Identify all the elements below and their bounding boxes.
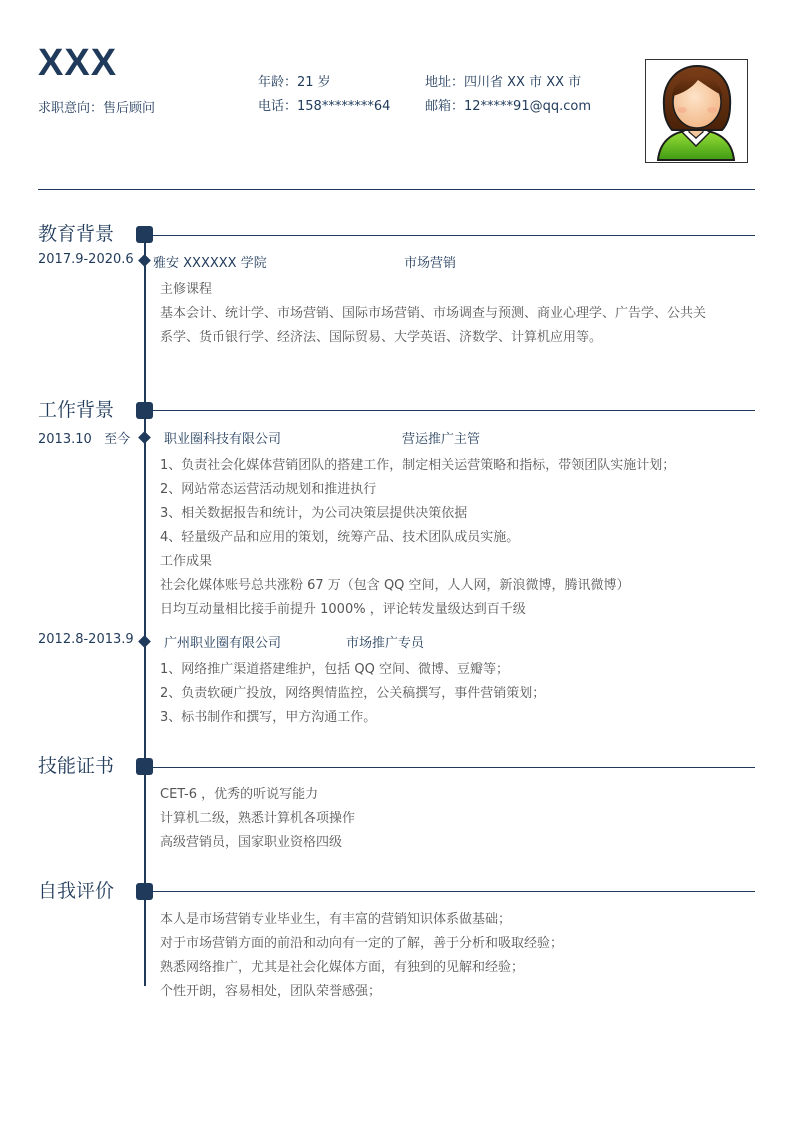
job-line: 工作成果 <box>160 554 213 569</box>
job-line: 4、轻量级产品和应用的策划，统筹产品、技术团队成员实施。 <box>160 530 520 545</box>
section-line-work <box>153 410 755 411</box>
address-info: 地址：四川省 XX 市 XX 市 <box>425 75 582 90</box>
self-line: 个性开朗，容易相处，团队荣誉感强； <box>160 984 382 999</box>
timeline-diamond <box>138 254 151 267</box>
job-position: 市场推广专员 <box>346 636 425 651</box>
education-line: 主修课程 <box>160 282 213 297</box>
section-line-education <box>153 235 755 236</box>
job-position: 营运推广主管 <box>402 432 481 447</box>
job-date: 2013.10 至今 <box>38 432 131 447</box>
timeline-line <box>144 236 146 986</box>
email-info: 邮箱：12*****91@qq.com <box>425 99 591 114</box>
section-line-self <box>153 891 755 892</box>
section-line-skills <box>153 767 755 768</box>
section-title-education: 教育背景 <box>38 223 115 245</box>
education-date: 2017.9-2020.6 <box>38 252 134 267</box>
skill-line: 计算机二级，熟悉计算机各项操作 <box>160 811 356 826</box>
section-title-skills: 技能证书 <box>38 755 115 777</box>
self-line: 本人是市场营销专业毕业生，有丰富的营销知识体系做基础； <box>160 912 512 927</box>
education-line: 基本会计、统计学、市场营销、国际市场营销、市场调查与预测、商业心理学、广告学、公共关 <box>160 306 707 321</box>
skills-details <box>160 783 755 855</box>
section-marker-self <box>136 883 153 900</box>
phone-info: 电话：158********64 <box>258 99 391 114</box>
self-line: 对于市场营销方面的前沿和动向有一定的了解，善于分析和吸取经验； <box>160 936 564 951</box>
timeline-diamond <box>138 431 151 444</box>
section-title-self: 自我评价 <box>38 880 115 902</box>
job-line: 1、网络推广渠道搭建维护，包括 QQ 空间、微博、豆瓣等； <box>160 662 510 677</box>
skill-line: CET-6 ，优秀的听说写能力 <box>160 787 319 802</box>
timeline-diamond <box>138 635 151 648</box>
self-line: 熟悉网络推广，尤其是社会化媒体方面，有独到的见解和经验； <box>160 960 525 975</box>
job-line: 3、标书制作和撰写，甲方沟通工作。 <box>160 710 377 725</box>
self-details <box>160 908 755 1004</box>
age-info: 年龄：21 岁 <box>258 75 331 90</box>
job-line: 3、相关数据报告和统计，为公司决策层提供决策依据 <box>160 506 468 521</box>
job-line: 2、网站常态运营活动规划和推进执行 <box>160 482 377 497</box>
education-line: 系学、货币银行学、经济法、国际贸易、大学英语、济数学、计算机应用等。 <box>160 330 603 345</box>
profile-photo <box>645 59 748 163</box>
section-marker-work <box>136 402 153 419</box>
section-title-work: 工作背景 <box>38 399 115 421</box>
job-details <box>160 658 755 730</box>
job-line: 社会化媒体账号总共涨粉 67 万（包含 QQ 空间，人人网，新浪微博，腾讯微博） <box>160 578 630 593</box>
header-divider <box>38 189 755 190</box>
education-school: 雅安 XXXXXX 学院 <box>153 256 267 271</box>
education-details <box>160 278 755 350</box>
job-intent: 求职意向：售后顾问 <box>38 101 156 116</box>
section-marker-skills <box>136 758 153 775</box>
job-line: 日均互动量相比接手前提升 1000% ，评论转发量级达到百千级 <box>160 602 526 617</box>
skill-line: 高级营销员，国家职业资格四级 <box>160 835 343 850</box>
job-date: 2012.8-2013.9 <box>38 632 134 647</box>
job-company: 职业圈科技有限公司 <box>164 432 282 447</box>
education-major: 市场营销 <box>404 256 457 271</box>
job-line: 2、负责软硬广投放，网络舆情监控，公关稿撰写，事件营销策划； <box>160 686 546 701</box>
section-marker-education <box>136 226 153 243</box>
job-line: 1、负责社会化媒体营销团队的搭建工作，制定相关运营策略和指标，带领团队实施计划； <box>160 458 676 473</box>
female-avatar-icon <box>646 60 747 162</box>
job-company: 广州职业圈有限公司 <box>164 636 282 651</box>
candidate-name: XXX <box>38 42 118 84</box>
job-details <box>160 454 755 622</box>
